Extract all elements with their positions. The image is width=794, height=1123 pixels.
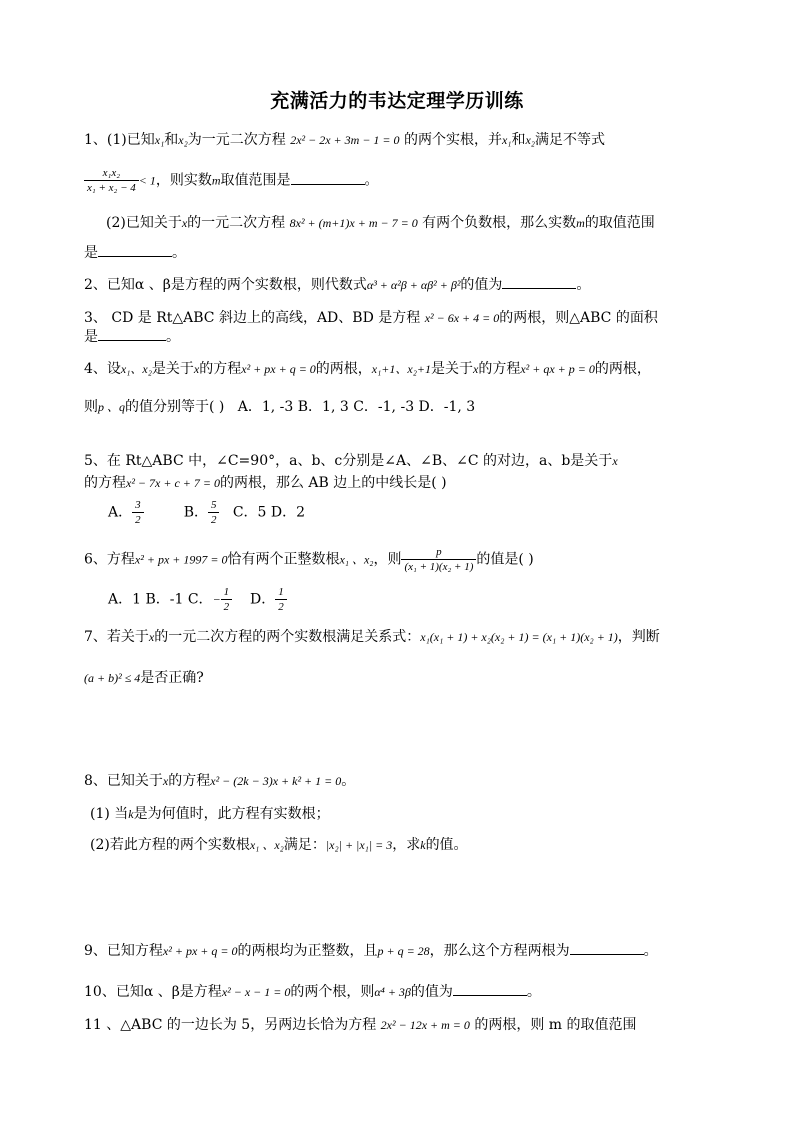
question-7-cont: (a + b)² ≤ 4是否正确? [84, 670, 204, 686]
inequality: (a + b)² ≤ 4 [84, 671, 141, 685]
equation: x² − 7x + c + 7 = 0 [126, 476, 220, 490]
answer-blank [570, 942, 644, 955]
question-11: 11 、△ABC 的一边长为 5，另两边长恰为方程 2x² − 12x + m = 0 的两根，则 m 的取值范围 [84, 1017, 637, 1033]
equation: 2x² − 12x + m = 0 [380, 1018, 470, 1032]
condition: |x₂| + |x₁| = 3 [325, 838, 393, 852]
answer-blank [98, 328, 166, 341]
equation: x² + px + q = 0 [162, 944, 238, 958]
fraction: $\frac{3}{2}$ [132, 498, 144, 527]
question-8: 8、已知关于x的方程x² − (2k − 3)x + k² + 1 = 0。 [84, 773, 356, 789]
answer-blank [291, 172, 365, 185]
expression: α⁴ + 3β [374, 985, 411, 999]
equation: x₁(x₁ + 1) + x₂(x₂ + 1) = (x₁ + 1)(x₂ + 1) [420, 630, 618, 644]
answer-blank [98, 244, 172, 257]
question-1-part-1: 1、(1)已知x₁和x₂为一元二次方程 2x² − 2x + 3m − 1 = 0 的两个实根，并x₁和x₂满足不等式 [84, 132, 605, 148]
fraction: $\frac{1}{2}$ [275, 585, 287, 614]
equation: x² − x − 1 = 0 [221, 985, 291, 999]
question-10: 10、已知α 、β是方程x² − x − 1 = 0的两个根，则α⁴ + 3β的值为 。 [84, 984, 541, 1000]
equation: 2x² − 2x + 3m − 1 = 0 [290, 133, 400, 147]
question-6-options: A．1 B．-1 C．− $\frac{1}{2}$ D． $\frac{1}{2}$ [108, 585, 738, 614]
question-4: 4、设x₁、x₂是关于x的方程x² + px + q = 0的两根，x₁+1、x₂+1是关于x的方程x² + qx + p = 0的两根， [84, 361, 651, 377]
condition: p + q = 28 [377, 944, 430, 958]
equation: x² − 6x + 4 = 0 [424, 311, 500, 325]
question-2: 2、已知α 、β是方程的两个实数根，则代数式α³ + α²β + αβ² + β²的值为 。 [84, 277, 591, 293]
question-3-cont: 是 。 [84, 329, 180, 345]
question-8-part-2: (2)若此方程的两个实数根x₁ 、x₂满足：|x₂| + |x₁| = 3，求k的值。 [90, 837, 468, 853]
question-9: 9、已知方程x² + px + q = 0的两根均为正整数，且p + q = 28，那么这个方程两根为 。 [84, 943, 658, 959]
fraction: $\frac{p}{\text{(x₁ + 1)(x₂ + 1)}}$ [401, 545, 476, 574]
answer-blank [453, 983, 527, 996]
question-8-part-1: (1) 当k是为何值时，此方程有实数根； [90, 806, 330, 822]
question-5: 5、在 Rt△ABC 中，∠C=90°，a、b、c分别是∠A、∠B、∠C 的对边，a、b是关于x [84, 453, 618, 469]
answer-blank [502, 276, 576, 289]
fraction: $\frac{\text{x₁x₂}}{\text{x₁ + x₂ − 4}}$ [84, 166, 139, 195]
question-1-part-2-cont: 是 。 [84, 245, 186, 261]
question-5-options: A． $\frac{3}{2}$ B． $\frac{5}{2}$ C．5 D．2 [108, 499, 306, 526]
equation: x² + qx + p = 0 [520, 362, 595, 376]
answer-options: A．1, -3 B．1, 3 C．-1, -3 D．-1, 3 [237, 399, 476, 415]
equation: x² − (2k − 3)x + k² + 1 = 0 [210, 774, 342, 788]
question-3: 3、 CD 是 Rt△ABC 斜边上的高线，AD、BD 是方程 x² − 6x + 4 = 0的两根，则△ABC 的面积 [84, 310, 658, 326]
fraction: $\frac{1}{2}$ [221, 585, 233, 614]
page-title: 充满活力的韦达定理学历训练 [270, 90, 524, 112]
question-5-cont: 的方程x² − 7x + c + 7 = 0的两根，那么 AB 边上的中线长是( ) [84, 475, 447, 491]
fraction: $\frac{5}{2}$ [208, 498, 220, 527]
expression: α³ + α²β + αβ² + β² [366, 278, 461, 292]
question-7: 7、若关于x的一元二次方程的两个实数根满足关系式：x₁(x₁ + 1) + x₂(x₂ + 1) = (x₁ + 1)(x₂ + 1)，判断 [84, 629, 660, 645]
equation: x² + px + 1997 = 0 [134, 552, 228, 567]
equation: x² + px + q = 0 [241, 362, 316, 376]
question-4-cont: 则p 、q的值分别等于( ) A．1, -3 B．1, 3 C．-1, -3 D．-1, 3 [84, 399, 476, 415]
question-1-part-1-cont: $\frac{\text{x₁x₂}}{\text{x₁ + x₂ − 4}}$ < 1，则实数m取值范围是 。 [84, 166, 714, 195]
question-6: 6、方程x² + px + 1997 = 0恰有两个正整数根x₁ 、x₂，则 $\frac{p}{\text{(x₁ + 1)(x₂ + 1)}}$ 的值是( ) [84, 546, 534, 573]
question-1-part-2: (2)已知关于x的一元二次方程 8x² + (m+1)x + m − 7 = 0 有两个负数根，那么实数m的取值范围 [106, 215, 655, 231]
equation: 8x² + (m+1)x + m − 7 = 0 [289, 216, 418, 230]
